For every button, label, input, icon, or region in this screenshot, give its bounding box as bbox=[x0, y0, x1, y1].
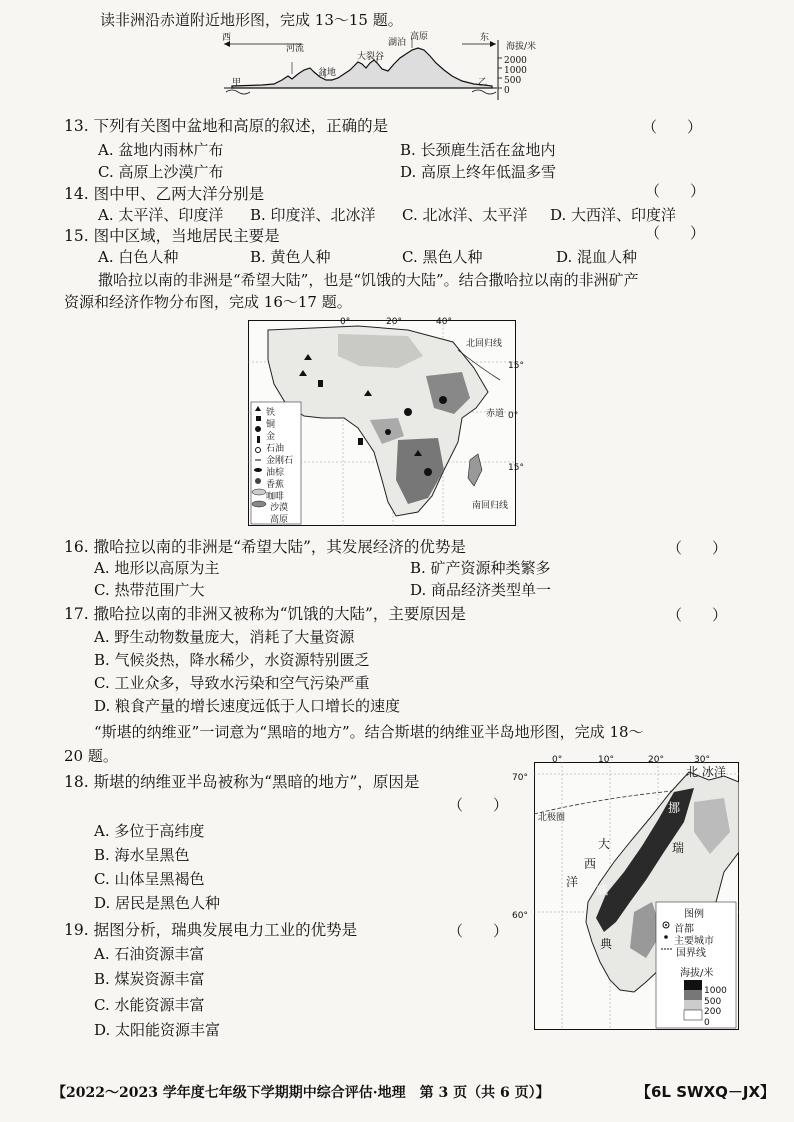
africa-equator: 赤道 bbox=[486, 409, 505, 419]
scand-lon-10: 10° bbox=[598, 755, 614, 765]
profile-west: 西 bbox=[222, 33, 232, 43]
q19-answer-blank[interactable]: （ ） bbox=[448, 922, 509, 940]
q13-option-b[interactable]: B. 长颈鹿生活在盆地内 bbox=[400, 141, 556, 159]
profile-yi: 乙 bbox=[478, 78, 488, 88]
q13-stem: 13. 下列有关图中盆地和高原的叙述，正确的是 bbox=[64, 117, 389, 135]
legend-copper: 铜 bbox=[266, 420, 276, 430]
footer-exam-info: 【2022～2023 学年度七年级下学期期中综合评估·地理 第 3 页（共 6 页）】 bbox=[52, 1085, 550, 1101]
profile-river: 河流 bbox=[286, 44, 305, 54]
q19-option-d[interactable]: D. 太阳能资源丰富 bbox=[94, 1021, 221, 1039]
q13-option-a[interactable]: A. 盆地内雨林广布 bbox=[98, 141, 224, 159]
q17-option-a[interactable]: A. 野生动物数量庞大，消耗了大量资源 bbox=[94, 628, 355, 646]
profile-basin: 盆地 bbox=[318, 68, 337, 78]
q16-option-d[interactable]: D. 商品经济类型单一 bbox=[410, 581, 552, 599]
intro-18-20-line2: 20 题。 bbox=[64, 747, 118, 765]
east-arrow-icon bbox=[490, 41, 496, 47]
q16-option-a[interactable]: A. 地形以高原为主 bbox=[94, 559, 220, 577]
legend-altitude-tick: 1000 bbox=[704, 986, 727, 996]
q15-option-a[interactable]: A. 白色人种 bbox=[98, 248, 179, 266]
profile-altitude-unit: 海拔/米 bbox=[506, 42, 537, 52]
africa-lon-0: 0° bbox=[340, 317, 351, 327]
q17-option-b[interactable]: B. 气候炎热，降水稀少，水资源特别匮乏 bbox=[94, 651, 370, 669]
legend-altitude-unit: 海拔/米 bbox=[680, 968, 714, 979]
q18-option-d[interactable]: D. 居民是黑色人种 bbox=[94, 894, 221, 912]
q13-option-d[interactable]: D. 高原上终年低温多雪 bbox=[400, 163, 557, 181]
africa-lon-20: 20° bbox=[386, 317, 402, 327]
atlantic-label: 西 bbox=[584, 857, 597, 871]
profile-lake: 湖泊 bbox=[388, 38, 407, 48]
q16-stem: 16. 撒哈拉以南的非洲是“希望大陆”，其发展经济的优势是 bbox=[64, 538, 466, 556]
legend-border: 国界线 bbox=[676, 948, 706, 959]
q18-option-c[interactable]: C. 山体呈黑褐色 bbox=[94, 870, 205, 888]
legend-oil: 石油 bbox=[266, 444, 285, 454]
profile-tick: 0 bbox=[504, 86, 510, 96]
q19-option-c[interactable]: C. 水能资源丰富 bbox=[94, 996, 205, 1014]
legend-gold: 金 bbox=[266, 432, 276, 442]
intro-16-17-line1: 撒哈拉以南的非洲是“希望大陆”，也是“饥饿的大陆”。结合撒哈拉以南的非洲矿产 bbox=[98, 271, 639, 289]
q14-option-d[interactable]: D. 大西洋、印度洋 bbox=[550, 206, 677, 224]
profile-tick: 2000 bbox=[504, 56, 527, 66]
profile-rift: 大裂谷 bbox=[357, 52, 385, 62]
africa-tropic-north: 北回归线 bbox=[466, 339, 503, 349]
legend-city: 主要城市 bbox=[674, 936, 714, 947]
q17-stem: 17. 撒哈拉以南的非洲又被称为“饥饿的大陆”，主要原因是 bbox=[64, 605, 466, 623]
q14-answer-blank[interactable]: （ ） bbox=[645, 182, 706, 200]
legend-altitude-tick: 200 bbox=[704, 1007, 722, 1017]
atlantic-label: 大 bbox=[598, 837, 611, 851]
legend-plateau: 高原 bbox=[270, 515, 289, 525]
legend-oil-palm: 油棕 bbox=[266, 468, 285, 478]
q15-option-c[interactable]: C. 黑色人种 bbox=[402, 248, 483, 266]
q17-answer-blank[interactable]: （ ） bbox=[667, 606, 728, 624]
atlantic-label: 洋 bbox=[566, 875, 579, 889]
q18-option-a[interactable]: A. 多位于高纬度 bbox=[94, 822, 205, 840]
profile-tick: 1000 bbox=[504, 66, 527, 76]
profile-east: 东 bbox=[480, 33, 490, 43]
q16-answer-blank[interactable]: （ ） bbox=[667, 539, 728, 557]
q16-option-c[interactable]: C. 热带范围广大 bbox=[94, 581, 205, 599]
norway-label: 威 bbox=[596, 883, 609, 897]
q15-option-b[interactable]: B. 黄色人种 bbox=[250, 248, 331, 266]
q18-stem: 18. 斯堪的纳维亚半岛被称为“黑暗的地方”，原因是 bbox=[64, 773, 420, 791]
legend-desert: 沙漠 bbox=[270, 503, 289, 513]
legend-diamond: 金刚石 bbox=[266, 456, 294, 466]
scand-lon-30: 30° bbox=[694, 755, 710, 765]
scand-lon-20: 20° bbox=[648, 755, 664, 765]
q14-option-a[interactable]: A. 太平洋、印度洋 bbox=[98, 206, 224, 224]
scand-lat-60: 60° bbox=[512, 911, 528, 921]
q13-answer-blank[interactable]: （ ） bbox=[642, 118, 703, 136]
q17-option-c[interactable]: C. 工业众多，导致水污染和空气污染严重 bbox=[94, 674, 370, 692]
intro-16-17-line2: 资源和经济作物分布图，完成 16～17 题。 bbox=[64, 293, 352, 311]
sweden-label: 瑞 bbox=[672, 841, 685, 855]
scand-lon-0: 0° bbox=[552, 755, 563, 765]
intro-13-15: 读非洲沿赤道附近地形图，完成 13～15 题。 bbox=[100, 11, 403, 29]
q16-option-b[interactable]: B. 矿产资源种类繁多 bbox=[410, 559, 551, 577]
profile-tick: 500 bbox=[504, 76, 522, 86]
scand-arctic-ocean: 北 冰洋 bbox=[686, 765, 726, 779]
legend-banana: 香蕉 bbox=[266, 480, 285, 490]
africa-lon-40: 40° bbox=[436, 317, 452, 327]
legend-altitude-tick: 0 bbox=[704, 1018, 710, 1028]
q15-answer-blank[interactable]: （ ） bbox=[645, 224, 706, 242]
africa-lat-15n: 15° bbox=[508, 361, 524, 371]
intro-18-20-line1: “斯堪的纳维亚”一词意为“黑暗的地方”。结合斯堪的纳维亚半岛地形图，完成 18～ bbox=[94, 723, 644, 741]
profile-jia: 甲 bbox=[232, 78, 242, 88]
city-icon bbox=[664, 935, 668, 939]
africa-tropic-south: 南回归线 bbox=[472, 501, 509, 511]
q14-option-c[interactable]: C. 北冰洋、太平洋 bbox=[402, 206, 528, 224]
q15-stem: 15. 图中区域，当地居民主要是 bbox=[64, 227, 280, 245]
sweden-label: 典 bbox=[600, 937, 613, 951]
q17-option-d[interactable]: D. 粮食产量的增长速度远低于人口增长的速度 bbox=[94, 697, 401, 715]
footer-code: 【6L SWXQ－JX】 bbox=[636, 1083, 776, 1101]
q19-option-a[interactable]: A. 石油资源丰富 bbox=[94, 945, 205, 963]
scand-legend-title: 图例 bbox=[684, 909, 704, 920]
profile-plateau: 高原 bbox=[410, 32, 429, 42]
legend-coffee: 咖啡 bbox=[266, 492, 285, 502]
q19-stem: 19. 据图分析，瑞典发展电力工业的优势是 bbox=[64, 921, 358, 939]
legend-iron: 铁 bbox=[266, 408, 276, 418]
q18-answer-blank[interactable]: （ ） bbox=[448, 796, 509, 814]
q14-option-b[interactable]: B. 印度洋、北冰洋 bbox=[250, 206, 376, 224]
scand-lat-70: 70° bbox=[512, 773, 528, 783]
q14-stem: 14. 图中甲、乙两大洋分别是 bbox=[64, 185, 265, 203]
legend-altitude-tick: 500 bbox=[704, 997, 722, 1007]
q15-option-d[interactable]: D. 混血人种 bbox=[556, 248, 638, 266]
africa-lat-15s: 15° bbox=[508, 463, 524, 473]
africa-lat-0: 0° bbox=[508, 411, 519, 421]
norway-label: 挪 bbox=[668, 801, 681, 815]
q19-option-b[interactable]: B. 煤炭资源丰富 bbox=[94, 970, 205, 988]
q13-option-c[interactable]: C. 高原上沙漠广布 bbox=[98, 163, 224, 181]
q18-option-b[interactable]: B. 海水呈黑色 bbox=[94, 846, 190, 864]
legend-capital: 首都 bbox=[674, 924, 694, 935]
scand-arctic-circle: 北极圈 bbox=[538, 813, 566, 823]
